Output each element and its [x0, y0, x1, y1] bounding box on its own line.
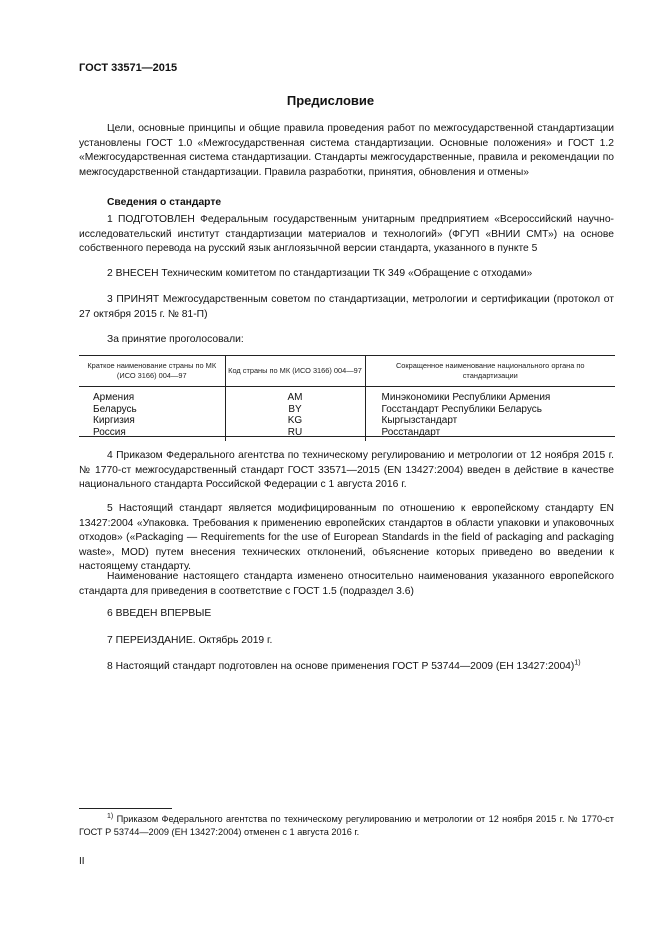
- cell-authority: Госстандарт Республики Беларусь: [381, 403, 542, 415]
- item-1: [79, 213, 614, 257]
- item-2: [79, 267, 614, 282]
- item-4: [79, 449, 614, 493]
- cell-code: BY: [225, 404, 365, 416]
- item-5-text: 5 Настоящий стандарт является модифицированным по отношению к европейскому стандарту EN 13427:2004 «Упаковка. Требования к применению европейских стандартов в области упаковки и упаковочных отходов» («Packaging — Requirements for the use of European Standards in the field of packaging and packaging waste», MOD) путем внесения технических отклонений, объяснение которых приведено во введении к настоящему стандарту.: [79, 503, 614, 572]
- table-row: [79, 387, 615, 404]
- table-row: [79, 415, 615, 427]
- item-5: [79, 502, 614, 575]
- footnote-text: Приказом Федерального агентства по техническому регулированию и метрологии от 12 ноября 2015 г. № 1770-ст ГОСТ Р 53744—2009 (ЕН 13427:2004) отменен с 1 августа 2016 г.: [79, 814, 614, 837]
- item-5-note-text: Наименование настоящего стандарта изменено относительно наименования указанного европейского стандарта для приведения в соответствие с ГОСТ 1.5 (подраздел 3.6): [79, 571, 614, 597]
- cell-country: Киргизия: [93, 415, 135, 426]
- item-5-note: [79, 570, 614, 599]
- document-code: ГОСТ 33571—2015: [79, 62, 178, 74]
- about-heading: Сведения о стандарте: [107, 197, 222, 208]
- cell-code: KG: [225, 415, 365, 427]
- item-8-text: 8 Настоящий стандарт подготовлен на основе применения ГОСТ Р 53744—2009 (ЕН 13427:2004): [107, 661, 575, 672]
- cell-country: Россия: [93, 426, 126, 438]
- header-code: Код страны по МК (ИСО 3166) 004—97: [225, 355, 365, 387]
- intro-paragraph: [79, 122, 614, 180]
- page-title: Предисловие: [286, 93, 375, 108]
- cell-country: Беларусь: [93, 403, 137, 415]
- cell-code: AM: [225, 387, 365, 404]
- footnote-mark: 1): [107, 812, 114, 820]
- item-7: 7 ПЕРЕИЗДАНИЕ. Октябрь 2019 г.: [107, 635, 273, 646]
- voting-table: [79, 355, 615, 441]
- cell-authority: Кыргызстандарт: [381, 415, 458, 426]
- header-authority: Сокращенное наименование национального органа по стандартизации: [365, 355, 615, 387]
- table-row: [79, 427, 615, 442]
- footnote: [79, 813, 614, 839]
- footnote-reference: 1): [574, 659, 581, 667]
- item-2-text: 2 ВНЕСЕН Техническим комитетом по стандартизации ТК 349 «Обращение с отходами»: [107, 268, 533, 279]
- footnote-rule: [79, 808, 172, 809]
- table-row: [79, 404, 615, 416]
- cell-authority: Росстандарт: [381, 426, 441, 438]
- cell-authority: Минэкономики Республики Армения: [381, 392, 551, 403]
- table-header-row: [79, 355, 615, 387]
- item-1-text: 1 ПОДГОТОВЛЕН Федеральным государственным унитарным предприятием «Всероссийский научно-исследовательский институт стандартизации материалов и технологий» (ФГУП «ВНИИ СМТ») на основе собственного перевода на русский язык англоязычной версии стандарта, указанного в пункте 5: [79, 214, 614, 254]
- item-6: 6 ВВЕДЕН ВПЕРВЫЕ: [107, 608, 212, 619]
- intro-text: Цели, основные принципы и общие правила проведения работ по межгосударственной стандартизации установлены ГОСТ 1.0 «Межгосударственная система стандартизации. Основные положения» и ГОСТ 1.2 «Межгосударственная система стандартизации. Стандарты межгосударственные, правила и рекомендации по межгосударственной стандартизации. Правила разработки, принятия, обновления и отмены»: [79, 123, 614, 178]
- item-4-text: 4 Приказом Федерального агентства по техническому регулированию и метрологии от 12 ноября 2015 г. № 1770-ст межгосударственный стандарт ГОСТ 33571—2015 (EN 13427:2004) введен в действие в качестве национального стандарта Российской Федерации с 1 августа 2016 г.: [79, 450, 614, 490]
- header-country: Краткое наименование страны по МК (ИСО 3166) 004—97: [79, 355, 225, 387]
- page-number: II: [79, 856, 85, 867]
- item-3: [79, 293, 614, 322]
- cell-code: RU: [225, 427, 365, 442]
- cell-country: Армения: [93, 392, 135, 403]
- item-8: [107, 660, 581, 675]
- item-3-text: 3 ПРИНЯТ Межгосударственным советом по стандартизации, метрологии и сертификации (протокол от 27 октября 2015 г. № 81-П): [79, 294, 614, 320]
- vote-label: За принятие проголосовали:: [107, 334, 244, 345]
